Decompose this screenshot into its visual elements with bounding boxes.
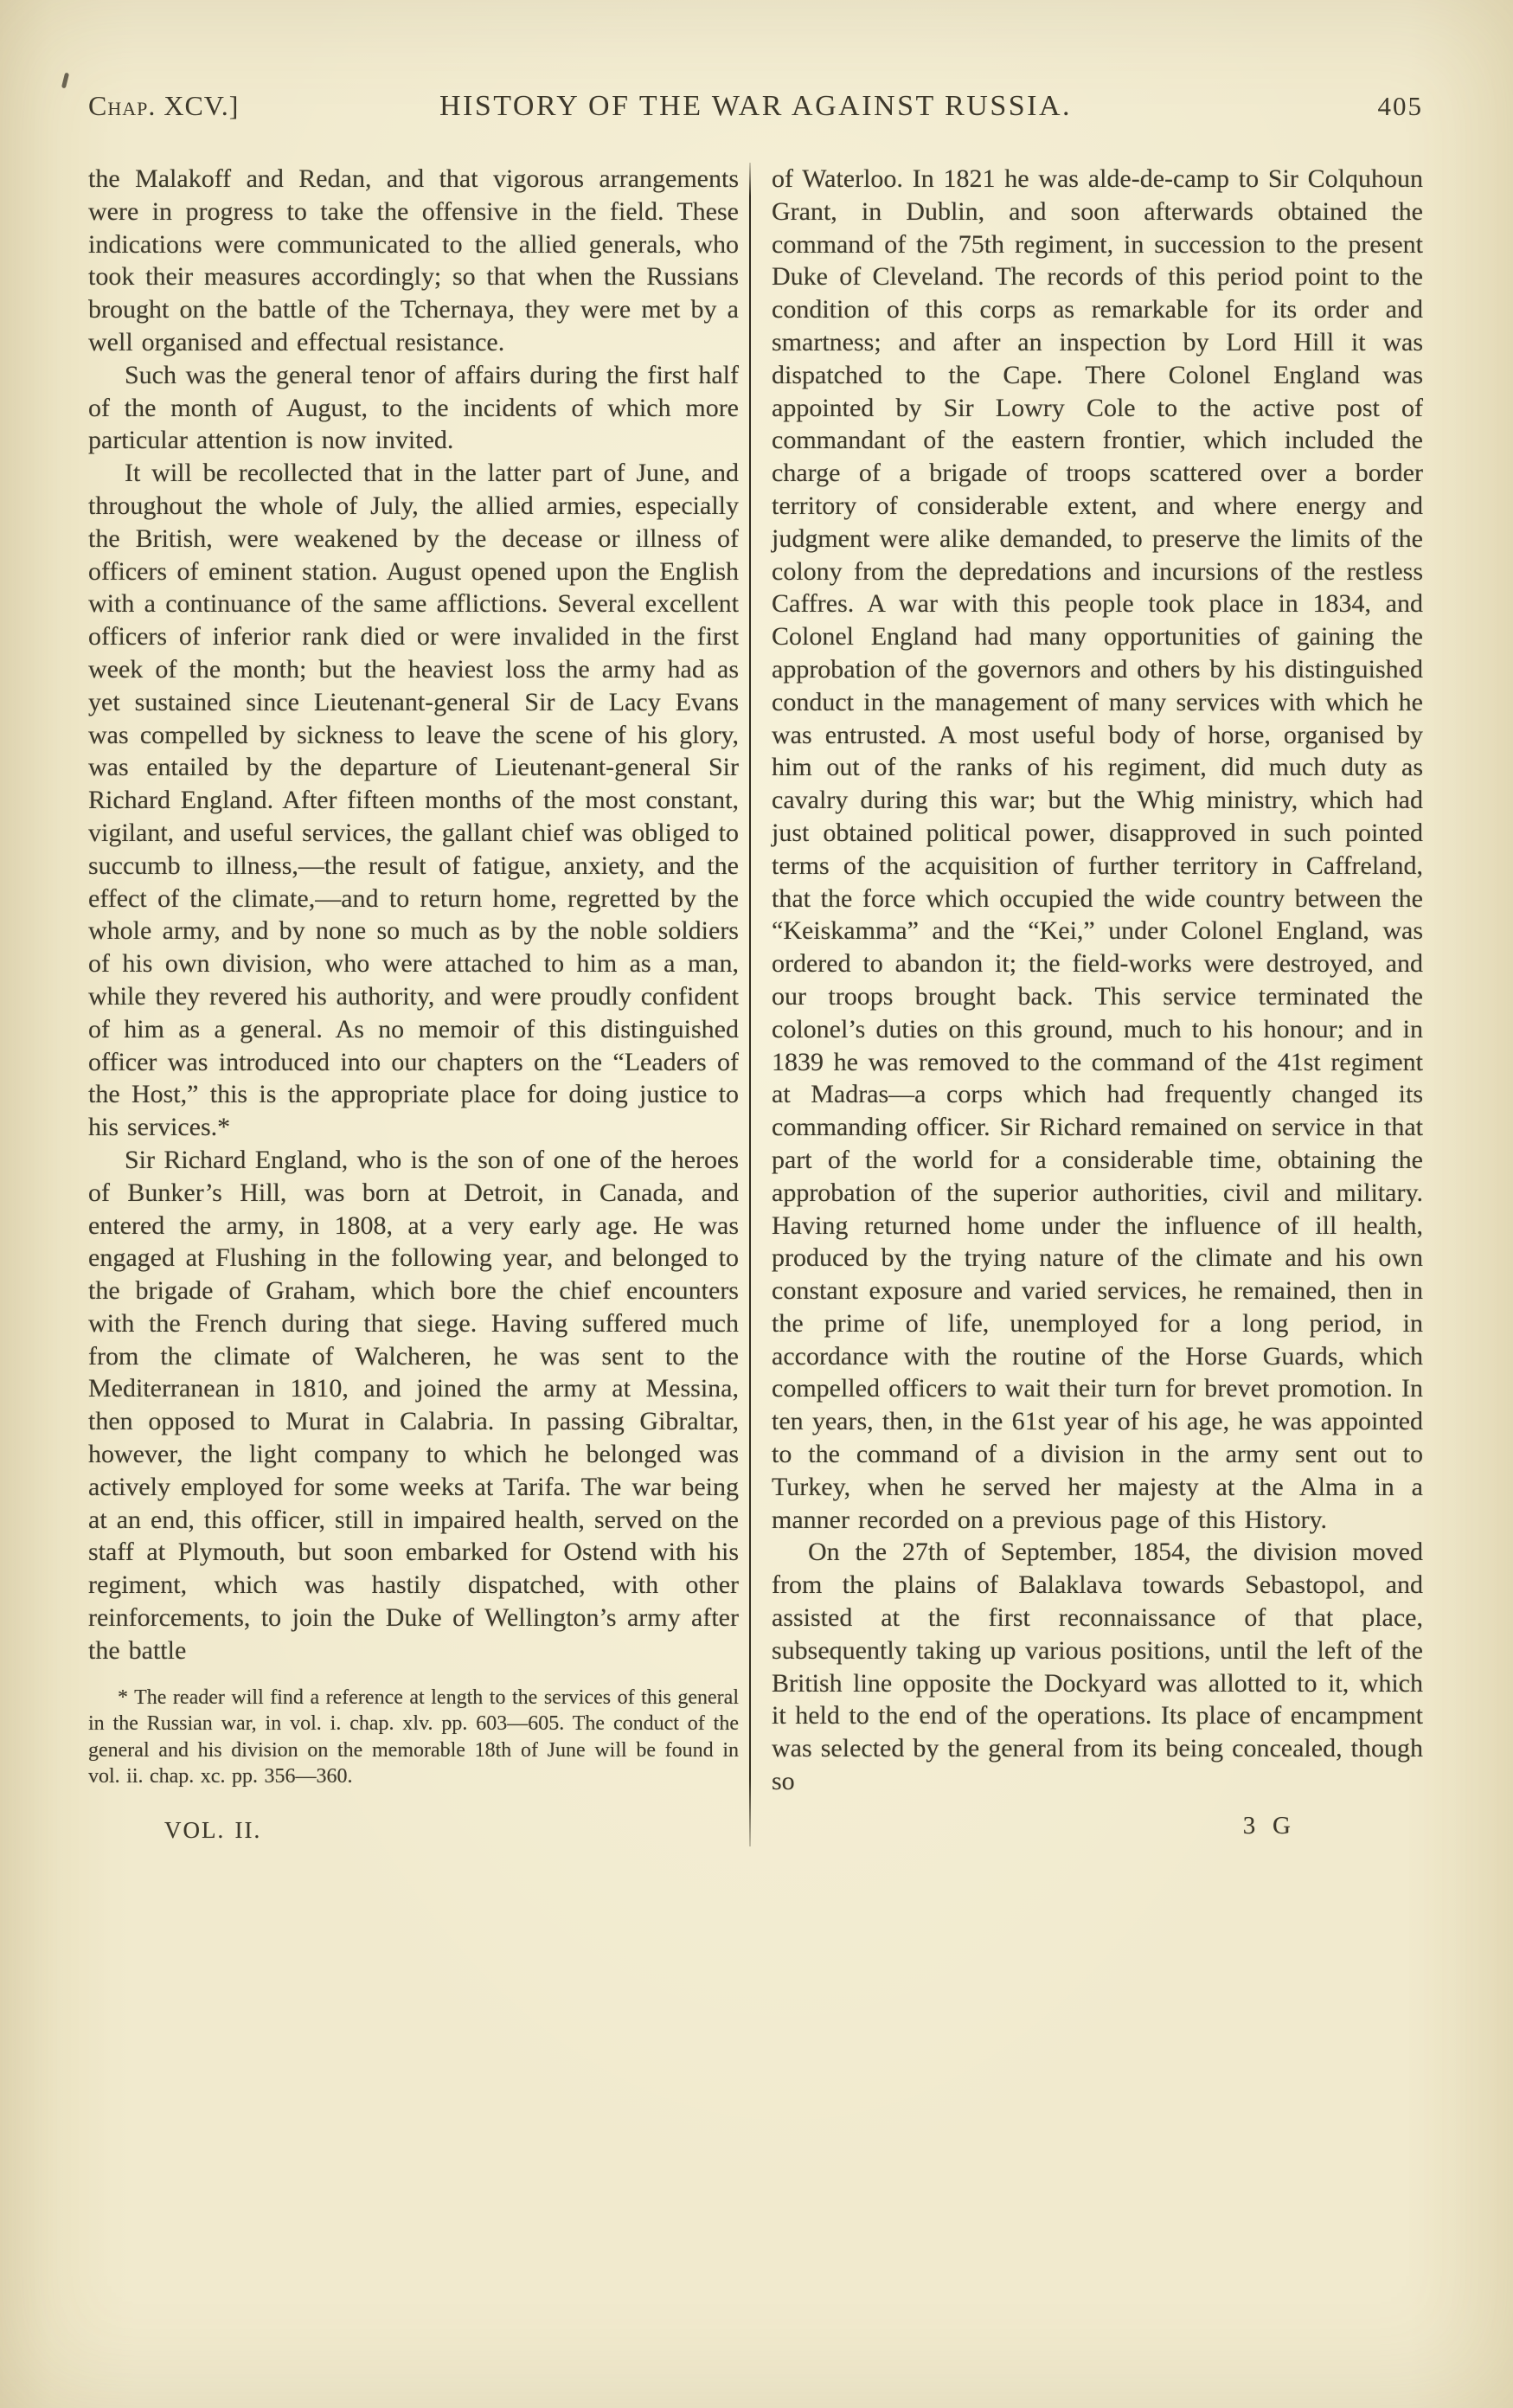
chapter-label: Chap. XCV.] <box>88 90 240 121</box>
footnote: * The reader will find a reference at length to the services of this general in the Russian war, in vol. i. chap. xlv. pp. 603—605. The conduct of the general and his division on the memorable 18th of June will be found in vol. ii. chap. xc. pp. 356—360. <box>88 1686 739 1788</box>
text-columns <box>88 163 1423 1846</box>
paragraph: Sir Richard England, who is the son of one of the heroes of Bunker’s Hill, was born at Detroit, in Canada, and entered the army, in 1808, at a very early age. He was engaged at Flushing in the following year, and belonged to the brigade of Graham, which bore the chief encounters with the French during that siege. Having suffered much from the climate of Walcheren, he was sent to the Mediterranean in 1810, and joined the army at Messina, then opposed to Murat in Calabria. In passing Gibraltar, however, the light company to which he belonged was actively employed for some weeks at Tarifa. The war being at an end, this officer, still in impaired health, served on the staff at Plymouth, but soon embarked for Ostend with his regiment, which was hastily dispatched, with other reinforcements, to join the Duke of Wellington’s army after the battle <box>88 1145 739 1665</box>
paragraph-continuation: the Malakoff and Redan, and that vigorous arrangements were in progress to take the offensive in the field. These indications were communicated to the allied generals, who took their measures accordingly; so that when the Russians brought on the battle of the Tchernaya, they were met by a well organised and effectual resistance. <box>88 164 739 356</box>
left-column <box>88 163 739 1846</box>
paragraph: On the 27th of September, 1854, the division moved from the plains of Balaklava towards Sebastopol, and assisted at the first reconnaissance of that place, subsequently taking up various positions, until the left of the British line opposite the Dockyard was allotted to it, which it held to the end of the operations. Its place of encampment was selected by the general from its being concealed, though so <box>772 1538 1423 1796</box>
page-title: HISTORY OF THE WAR AGAINST RUSSIA. <box>439 90 1073 122</box>
page-number: 405 <box>1377 91 1423 121</box>
printer-signature: 3 G <box>1242 1811 1295 1840</box>
running-head <box>88 90 1423 123</box>
right-column <box>772 163 1423 1846</box>
volume-label: VOL. II. <box>164 1816 262 1843</box>
paragraph: It will be recollected that in the latter part of June, and throughout the whole of July, the allied armies, especially the British, were weakened by the decease or illness of officers of eminent station. August opened upon the English with a continuance of the same afflictions. Several excellent officers of inferior rank died or were invalided in the first week of the month; but the heaviest loss the army had as yet sustained since Lieutenant-general Sir de Lacy Evans was compelled by sickness to leave the scene of his glory, was entailed by the departure of Lieutenant-general Sir Richard England. After fifteen months of the most constant, vigilant, and useful services, the gallant chief was obliged to succumb to illness,—the result of fatigue, anxiety, and the effect of the climate,—and to return home, regretted by the whole army, and by none so much as by the noble soldiers of his own division, who were attached to him as a man, while they revered his authority, and were proudly confident of him as a general. As no memoir of this distinguished officer was introduced into our chapters on the “Leaders of the Host,” this is the appropriate place for doing justice to his services.* <box>88 459 739 1142</box>
ink-speck <box>61 73 69 89</box>
paragraph-continuation: of Waterloo. In 1821 he was alde-de-camp to Sir Colquhoun Grant, in Dublin, and soon afterwards obtained the command of the 75th regiment, in succession to the present Duke of Cleveland. The records of this period point to the condition of this corps as remarkable for its order and smartness; and after an inspection by Lord Hill it was dispatched to the Cape. There Colonel England was appointed by Sir Lowry Cole to the active post of commandant of the eastern frontier, which included the charge of a brigade of troops scattered over a border territory of considerable extent, and where energy and judgment were alike demanded, to preserve the limits of the colony from the depredations and incursions of the restless Caffres. A war with this people took place in 1834, and Colonel England had many opportunities of gaining the approbation of the governors and others by his distinguished conduct in the management of many services with which he was entrusted. A most useful body of horse, organised by him out of the ranks of his regiment, did much duty as cavalry during this war; but the Whig ministry, which had just obtained political power, disapproved in such pointed terms of the acquisition of further territory in Caffreland, that the force which occupied the wide country between the “Keiskamma” and the “Kei,” under Colonel England, was ordered to abandon it; the field-works were destroyed, and our troops brought back. This service terminated the colonel’s duties on this ground, much to his honour; and in 1839 he was removed to the command of the 41st regiment at Madras—a corps which had frequently changed its commanding officer. Sir Richard remained on service in that part of the world for a considerable time, obtaining the approbation of the superior authorities, civil and military. Having returned home under the influence of ill health, produced by the trying nature of the climate and his own constant exposure and varied services, he remained, then in the prime of life, unemployed for a long period, in accordance with the routine of the Horse Guards, which compelled officers to wait their turn for brevet promotion. In ten years, then, in the 61st year of his age, he was appointed to the command of a division in the army sent out to Turkey, when he served her majesty at the Alma in a manner recorded on a previous page of this History. <box>772 164 1423 1534</box>
column-divider-rule <box>749 163 751 1846</box>
paragraph: Such was the general tenor of affairs during the first half of the month of August, to the incidents of which more particular attention is now invited. <box>88 360 739 455</box>
